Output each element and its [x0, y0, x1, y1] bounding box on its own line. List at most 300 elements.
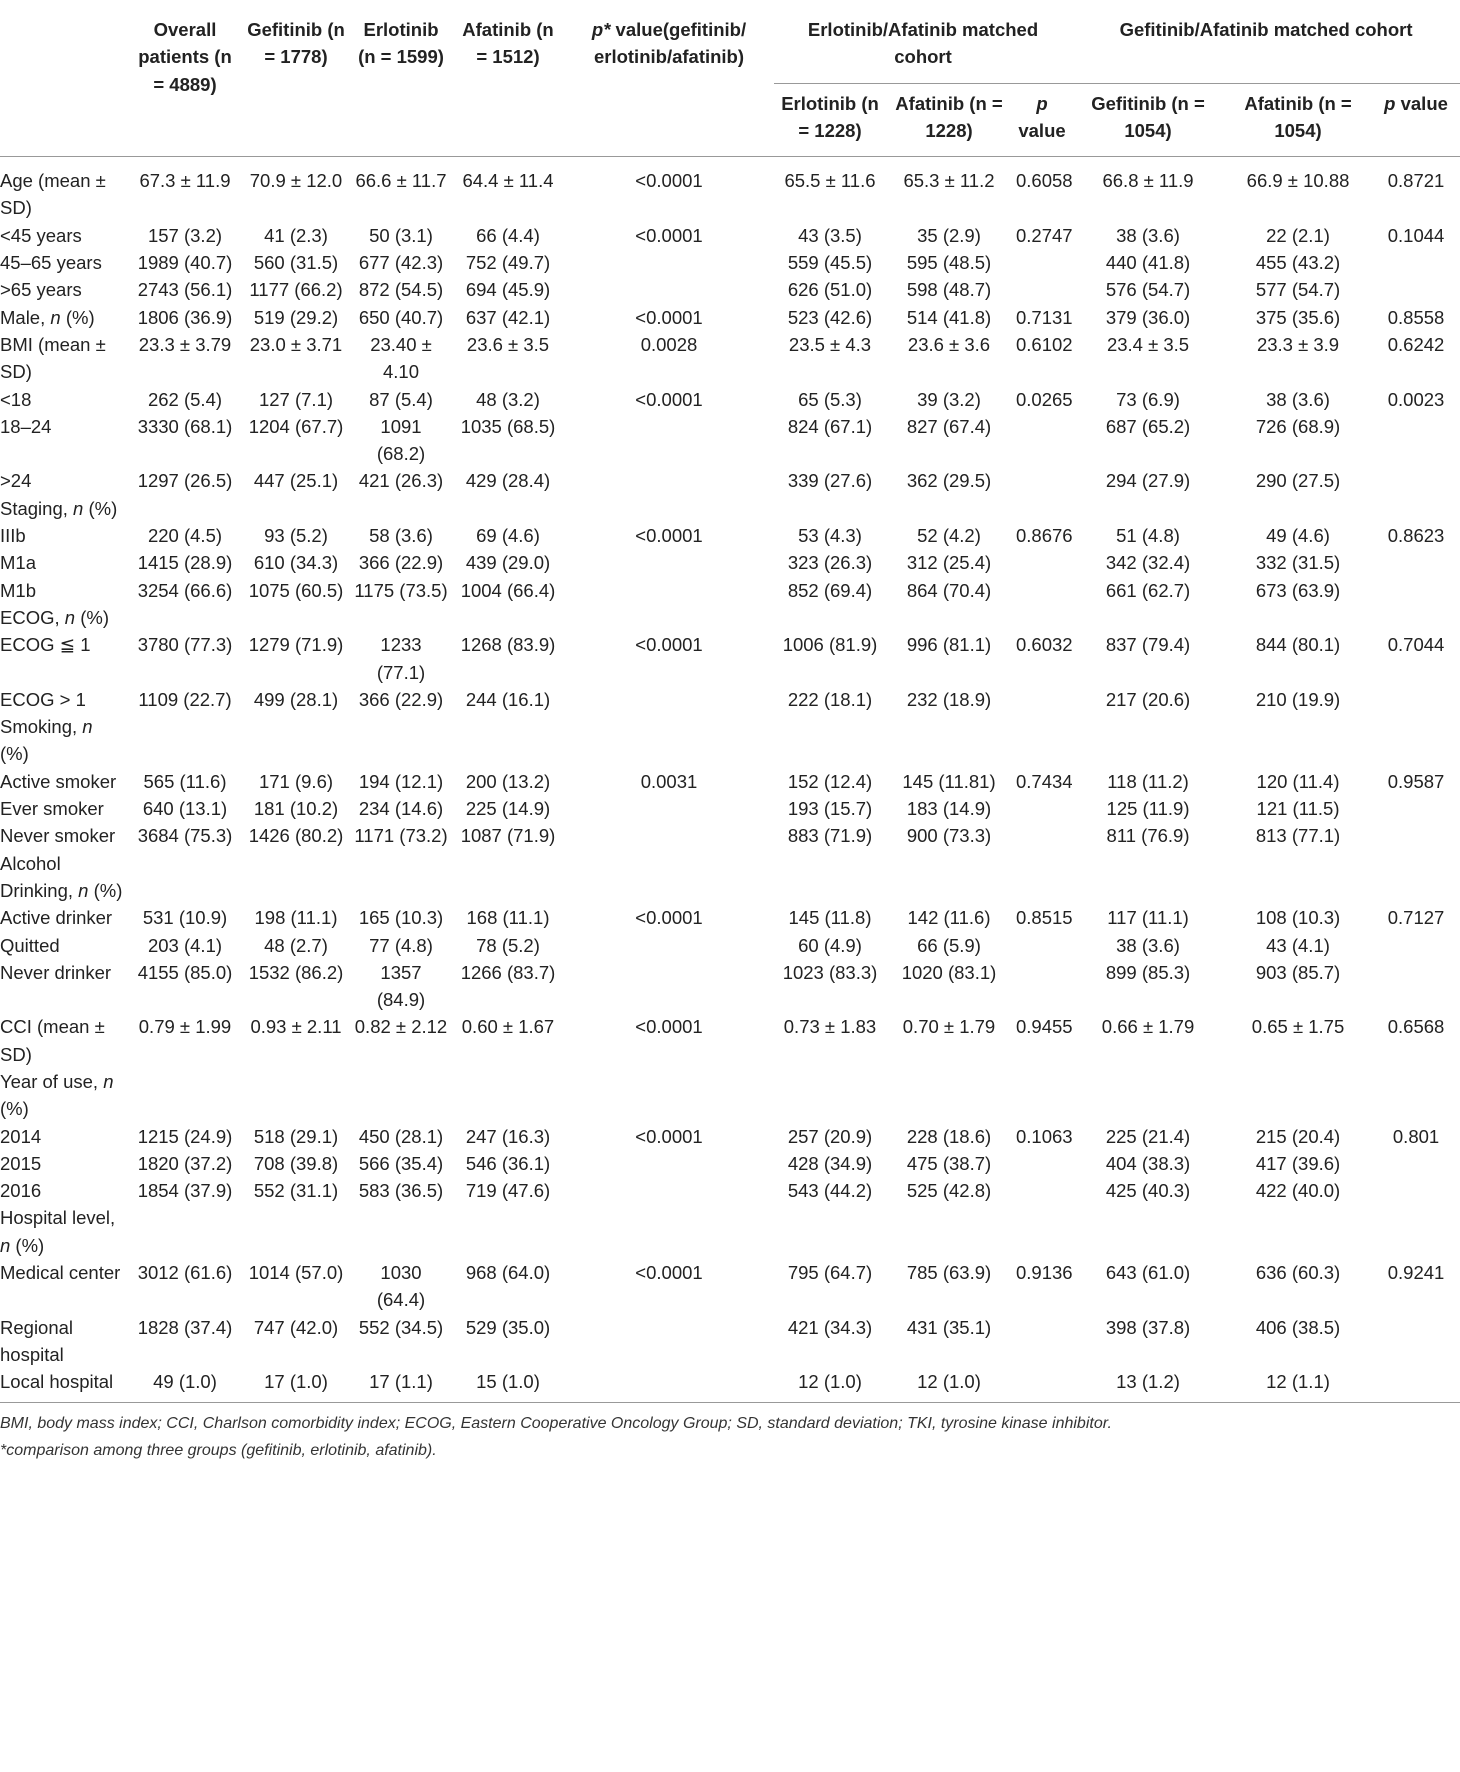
table-cell: [1372, 686, 1460, 713]
table-row: [0, 304, 1460, 331]
table-cell: 404 (38.3): [1105, 1152, 1191, 1174]
table-cell: [1012, 686, 1072, 713]
table-cell: 0.6102: [1016, 333, 1073, 355]
table-cell: 60 (4.9): [798, 934, 862, 956]
table-cell: [1372, 795, 1460, 822]
table-cell: 215 (20.4): [1255, 1125, 1341, 1147]
table-cell: 247 (16.3): [465, 1125, 551, 1147]
table-cell: 1297 (26.5): [137, 470, 233, 492]
table-cell: 559 (45.5): [787, 252, 873, 274]
table-cell: 234 (14.6): [358, 798, 444, 820]
row-label: Never smoker: [0, 825, 116, 847]
table-cell: [774, 1068, 886, 1123]
table-cell: 543 (44.2): [787, 1180, 873, 1202]
table-cell: 824 (67.1): [787, 415, 873, 437]
table-cell: [452, 604, 564, 631]
table-cell: 0.82 ± 2.12: [354, 1016, 448, 1038]
table-cell: 1279 (71.9): [248, 634, 344, 656]
table-cell: [564, 413, 774, 468]
table-row: [0, 1013, 1460, 1068]
table-cell: 22 (2.1): [1266, 224, 1330, 246]
table-cell: 577 (54.7): [1255, 279, 1341, 301]
table-cell: [1012, 1204, 1072, 1259]
table-cell: 1854 (37.9): [137, 1180, 233, 1202]
table-cell: 66.8 ± 11.9: [1102, 170, 1194, 192]
table-cell: 152 (12.4): [787, 770, 873, 792]
table-cell: 38 (3.6): [1116, 934, 1180, 956]
gefitinib-column-header: Gefitinib (n = 1778): [242, 0, 350, 157]
table-cell: 0.0265: [1016, 388, 1073, 410]
table-cell: 13 (1.2): [1116, 1371, 1180, 1393]
table-cell: 785 (63.9): [906, 1262, 992, 1284]
table-cell: [1372, 713, 1460, 768]
table-cell: 0.0023: [1387, 388, 1445, 410]
table-row: [0, 1368, 1460, 1402]
table-row: [0, 467, 1460, 494]
table-cell: <0.0001: [635, 1016, 703, 1038]
table-cell: [128, 1068, 242, 1123]
table-cell: 66 (4.4): [476, 224, 540, 246]
table-cell: 49 (1.0): [153, 1371, 217, 1393]
row-label: Staging, n (%): [0, 497, 118, 519]
table-cell: 525 (42.8): [906, 1180, 992, 1202]
table-cell: [564, 850, 774, 905]
table-cell: 0.6242: [1387, 333, 1445, 355]
table-cell: [452, 713, 564, 768]
table-row: [0, 604, 1460, 631]
table-cell: 1233 (77.1): [376, 634, 426, 683]
table-cell: [1372, 850, 1460, 905]
table-cell: [1372, 1204, 1460, 1259]
table-cell: [1012, 1068, 1072, 1123]
table-row: [0, 495, 1460, 522]
footnote-comparison: *comparison among three groups (gefitinib, erlotinib, afatinib).: [0, 1441, 437, 1459]
table-cell: [350, 1204, 452, 1259]
table-cell: 519 (29.2): [253, 306, 339, 328]
table-cell: 0.8721: [1387, 170, 1445, 192]
table-cell: 626 (51.0): [787, 279, 873, 301]
table-cell: 598 (48.7): [906, 279, 992, 301]
table-cell: [1224, 713, 1372, 768]
table-cell: 1204 (67.7): [248, 415, 344, 437]
row-label: 2015: [0, 1152, 42, 1174]
row-label: CCI (mean ± SD): [0, 1016, 105, 1065]
table-cell: 726 (68.9): [1255, 415, 1341, 437]
table-cell: 0.9455: [1016, 1016, 1073, 1038]
row-label: Quitted: [0, 934, 60, 956]
table-cell: 2743 (56.1): [137, 279, 233, 301]
row-label: Smoking, n (%): [0, 716, 93, 765]
table-cell: 1020 (83.1): [901, 961, 997, 983]
table-cell: 417 (39.6): [1255, 1152, 1341, 1174]
table-cell: 1030 (64.4): [376, 1262, 426, 1311]
table-cell: 294 (27.9): [1105, 470, 1191, 492]
table-cell: 0.9587: [1387, 770, 1445, 792]
table-cell: 171 (9.6): [258, 770, 334, 792]
table-cell: 0.73 ± 1.83: [783, 1016, 877, 1038]
table-cell: 1014 (57.0): [248, 1262, 344, 1284]
table-cell: [1012, 713, 1072, 768]
table-cell: [1372, 249, 1460, 276]
table-cell: 93 (5.2): [264, 525, 328, 547]
table-cell: 220 (4.5): [147, 525, 223, 547]
table-cell: <0.0001: [635, 525, 703, 547]
table-cell: [564, 932, 774, 959]
g2-afatinib-header: Afatinib (n = 1054): [1224, 83, 1372, 157]
table-row: [0, 904, 1460, 931]
table-cell: 813 (77.1): [1255, 825, 1341, 847]
table-cell: 142 (11.6): [907, 907, 991, 929]
table-cell: 518 (29.1): [253, 1125, 339, 1147]
table-cell: 552 (34.5): [358, 1316, 444, 1338]
table-row: [0, 1204, 1460, 1259]
table-row: [0, 850, 1460, 905]
table-cell: 217 (20.6): [1105, 688, 1191, 710]
table-cell: 406 (38.5): [1255, 1316, 1341, 1338]
table-cell: [1372, 1068, 1460, 1123]
table-body: [0, 157, 1460, 1402]
table-cell: 244 (16.1): [465, 688, 551, 710]
table-row: [0, 157, 1460, 222]
table-cell: 899 (85.3): [1105, 961, 1191, 983]
table-cell: [1372, 959, 1460, 1014]
table-cell: [1372, 577, 1460, 604]
table-cell: [1072, 1204, 1224, 1259]
table-cell: 183 (14.9): [906, 798, 992, 820]
table-cell: 23.4 ± 3.5: [1106, 333, 1190, 355]
table-cell: 428 (34.9): [787, 1152, 873, 1174]
row-label: 2016: [0, 1180, 42, 1202]
table-cell: [1372, 549, 1460, 576]
table-cell: [1372, 1368, 1460, 1402]
g1-p-value-header: p value: [1012, 83, 1072, 157]
table-cell: [1012, 932, 1072, 959]
table-cell: <0.0001: [635, 634, 703, 656]
table-cell: 145 (11.8): [788, 907, 872, 929]
table-cell: 447 (25.1): [253, 470, 339, 492]
table-cell: 514 (41.8): [906, 306, 992, 328]
table-cell: 50 (3.1): [369, 224, 433, 246]
table-cell: 0.66 ± 1.79: [1101, 1016, 1195, 1038]
row-label: M1a: [0, 552, 36, 574]
row-label: Hospital level, n (%): [0, 1207, 116, 1256]
table-cell: [242, 1068, 350, 1123]
table-cell: 1075 (60.5): [248, 579, 344, 601]
table-cell: [350, 713, 452, 768]
row-label: Never drinker: [0, 961, 112, 983]
table-cell: 23.6 ± 3.5: [466, 333, 550, 355]
table-cell: 523 (42.6): [787, 306, 873, 328]
table-row: [0, 249, 1460, 276]
row-label: ECOG > 1: [0, 688, 86, 710]
table-cell: [350, 604, 452, 631]
table-cell: 1006 (81.9): [782, 634, 878, 656]
table-row: [0, 795, 1460, 822]
table-cell: 121 (11.5): [1256, 798, 1340, 820]
table-cell: [564, 276, 774, 303]
table-cell: 66.9 ± 10.88: [1246, 170, 1350, 192]
table-cell: 366 (22.9): [358, 552, 444, 574]
table-cell: 0.8676: [1016, 525, 1073, 547]
table-cell: [886, 604, 1012, 631]
table-row: [0, 1123, 1460, 1150]
table-row: [0, 386, 1460, 413]
table-cell: 900 (73.3): [906, 825, 992, 847]
table-cell: 12 (1.1): [1266, 1371, 1330, 1393]
table-cell: <0.0001: [635, 388, 703, 410]
table-cell: [242, 604, 350, 631]
table-cell: 546 (36.1): [465, 1152, 551, 1174]
table-cell: 58 (3.6): [369, 525, 433, 547]
table-cell: [1372, 467, 1460, 494]
row-label: Age (mean ± SD): [0, 170, 106, 219]
table-cell: <0.0001: [635, 306, 703, 328]
table-cell: 339 (27.6): [787, 470, 873, 492]
table-cell: 1820 (37.2): [137, 1152, 233, 1174]
table-cell: [1372, 1177, 1460, 1204]
table-cell: 439 (29.0): [465, 552, 551, 574]
table-row: [0, 577, 1460, 604]
table-cell: 610 (34.3): [253, 552, 339, 574]
table-cell: 852 (69.4): [787, 579, 873, 601]
table-cell: 39 (3.2): [917, 388, 981, 410]
table-cell: 379 (36.0): [1105, 306, 1191, 328]
table-cell: [1012, 549, 1072, 576]
table-cell: [1012, 604, 1072, 631]
table-cell: 323 (26.3): [787, 552, 873, 574]
table-cell: 262 (5.4): [147, 388, 223, 410]
row-label: 18–24: [0, 415, 52, 437]
table-cell: [564, 604, 774, 631]
table-row: [0, 276, 1460, 303]
table-cell: 65.3 ± 11.2: [903, 170, 995, 192]
table-cell: <0.0001: [635, 224, 703, 246]
table-cell: 51 (4.8): [1116, 525, 1180, 547]
table-cell: [1012, 822, 1072, 849]
table-cell: 968 (64.0): [465, 1262, 551, 1284]
table-cell: 687 (65.2): [1105, 415, 1191, 437]
table-cell: 225 (21.4): [1105, 1125, 1191, 1147]
table-cell: 23.3 ± 3.9: [1256, 333, 1340, 355]
table-cell: 864 (70.4): [906, 579, 992, 601]
table-cell: 566 (35.4): [358, 1152, 444, 1174]
table-cell: 203 (4.1): [147, 934, 223, 956]
table-cell: [242, 850, 350, 905]
table-cell: 3012 (61.6): [137, 1262, 233, 1284]
table-cell: 0.8558: [1387, 306, 1445, 328]
table-cell: 23.6 ± 3.6: [907, 333, 991, 355]
table-cell: 531 (10.9): [142, 907, 228, 929]
table-cell: 181 (10.2): [253, 798, 339, 820]
table-cell: [1072, 1068, 1224, 1123]
row-label: >24: [0, 470, 32, 492]
table-cell: 1004 (66.4): [460, 579, 556, 601]
table-cell: 837 (79.4): [1105, 634, 1191, 656]
table-row: [0, 1259, 1460, 1314]
table-cell: 1023 (83.3): [782, 961, 878, 983]
table-cell: [1072, 850, 1224, 905]
table-cell: <0.0001: [635, 907, 703, 929]
table-cell: 827 (67.4): [906, 415, 992, 437]
table-cell: 78 (5.2): [476, 934, 540, 956]
table-row: [0, 522, 1460, 549]
table-cell: 210 (19.9): [1255, 688, 1341, 710]
table-cell: 883 (71.9): [787, 825, 873, 847]
table-cell: 499 (28.1): [253, 688, 339, 710]
table-cell: 1215 (24.9): [137, 1125, 233, 1147]
table-cell: [1072, 604, 1224, 631]
table-cell: [886, 713, 1012, 768]
table-cell: 41 (2.3): [264, 224, 328, 246]
row-label: Year of use, n (%): [0, 1070, 114, 1120]
table-cell: 1266 (83.7): [460, 961, 556, 983]
table-cell: 228 (18.6): [906, 1125, 992, 1147]
table-cell: 0.1063: [1016, 1125, 1073, 1147]
table-cell: 475 (38.7): [906, 1152, 992, 1174]
table-cell: 795 (64.7): [787, 1262, 873, 1284]
table-cell: [1072, 495, 1224, 522]
table-cell: [242, 495, 350, 522]
table-cell: [1224, 850, 1372, 905]
table-cell: 67.3 ± 11.9: [139, 170, 231, 192]
table-cell: 69 (4.6): [476, 525, 540, 547]
table-cell: [1012, 795, 1072, 822]
table-cell: 529 (35.0): [465, 1316, 551, 1338]
table-cell: 17 (1.1): [369, 1371, 433, 1393]
table-cell: 43 (4.1): [1266, 934, 1330, 956]
table-cell: <0.0001: [635, 170, 703, 192]
table-cell: 332 (31.5): [1255, 552, 1341, 574]
table-row: [0, 222, 1460, 249]
table-cell: 48 (3.2): [476, 388, 540, 410]
g2-p-value-header: p value: [1372, 83, 1460, 157]
table-cell: [1372, 276, 1460, 303]
table-cell: 200 (13.2): [465, 770, 551, 792]
row-label: 45–65 years: [0, 252, 102, 274]
table-cell: 1109 (22.7): [138, 688, 232, 710]
table-row: [0, 1314, 1460, 1369]
table-cell: [564, 1368, 774, 1402]
table-cell: [564, 549, 774, 576]
table-cell: [1012, 467, 1072, 494]
table-cell: 996 (81.1): [906, 634, 992, 656]
table-cell: 1828 (37.4): [137, 1316, 233, 1338]
table-cell: <0.0001: [635, 1125, 703, 1147]
label-column-header: [0, 0, 128, 157]
overall-column-header: Overall patients (n = 4889): [128, 0, 242, 157]
g2-gefitinib-header: Gefitinib (n = 1054): [1072, 83, 1224, 157]
afatinib-column-header: Afatinib (n = 1512): [452, 0, 564, 157]
table-cell: [1372, 413, 1460, 468]
table-cell: [128, 1204, 242, 1259]
table-cell: 643 (61.0): [1105, 1262, 1191, 1284]
table-cell: 65.5 ± 11.6: [784, 170, 876, 192]
table-cell: 1806 (36.9): [137, 306, 233, 328]
table-cell: 0.9136: [1016, 1262, 1073, 1284]
table-cell: [564, 713, 774, 768]
table-cell: [452, 850, 564, 905]
table-cell: [886, 1204, 1012, 1259]
table-cell: 0.70 ± 1.79: [902, 1016, 996, 1038]
table-cell: 1177 (66.2): [249, 279, 343, 301]
table-cell: 1035 (68.5): [460, 415, 556, 437]
table-cell: 673 (63.9): [1255, 579, 1341, 601]
table-cell: 552 (31.1): [253, 1180, 339, 1202]
table-cell: 1268 (83.9): [460, 634, 556, 656]
table-cell: [886, 1068, 1012, 1123]
table-cell: 455 (43.2): [1255, 252, 1341, 274]
table-cell: [1012, 1177, 1072, 1204]
table-cell: 43 (3.5): [798, 224, 862, 246]
table-cell: 1415 (28.9): [137, 552, 233, 574]
table-row: [0, 768, 1460, 795]
table-cell: 23.5 ± 4.3: [788, 333, 872, 355]
table-cell: 312 (25.4): [906, 552, 992, 574]
table-cell: 117 (11.1): [1107, 907, 1189, 929]
table-cell: [774, 1204, 886, 1259]
table-cell: 640 (13.1): [142, 798, 228, 820]
table-cell: 17 (1.0): [264, 1371, 328, 1393]
row-label: Regional hospital: [0, 1316, 74, 1365]
table-cell: 157 (3.2): [147, 224, 223, 246]
erlotinib-afatinib-cohort-header: Erlotinib/Afatinib matched cohort: [774, 0, 1072, 83]
table-cell: [452, 1068, 564, 1123]
table-cell: 560 (31.5): [253, 252, 339, 274]
table-cell: 1357 (84.9): [376, 961, 426, 1011]
table-cell: [128, 850, 242, 905]
table-cell: 708 (39.8): [253, 1152, 339, 1174]
table-cell: 0.2747: [1016, 224, 1073, 246]
table-cell: 53 (4.3): [798, 525, 862, 547]
table-cell: 73 (6.9): [1116, 388, 1180, 410]
table-cell: [1012, 577, 1072, 604]
table-cell: 4155 (85.0): [137, 961, 233, 983]
gefitinib-afatinib-cohort-header: Gefitinib/Afatinib matched cohort: [1072, 0, 1460, 83]
row-label: <45 years: [0, 224, 82, 246]
table-cell: 0.7044: [1387, 634, 1445, 656]
table-cell: [564, 1314, 774, 1369]
table-cell: 752 (49.7): [465, 252, 551, 274]
table-cell: 637 (42.1): [465, 306, 551, 328]
table-cell: [774, 713, 886, 768]
row-label: M1b: [0, 579, 36, 601]
table-cell: 362 (29.5): [906, 470, 992, 492]
table-cell: 1171 (73.2): [354, 825, 448, 847]
table-cell: [1012, 413, 1072, 468]
table-row: [0, 822, 1460, 849]
table-cell: 0.7131: [1016, 306, 1073, 328]
table-cell: 38 (3.6): [1266, 388, 1330, 410]
table-cell: [564, 1068, 774, 1123]
table-cell: 0.6058: [1016, 170, 1073, 192]
table-cell: 440 (41.8): [1105, 252, 1191, 274]
table-cell: [1372, 604, 1460, 631]
table-cell: 595 (48.5): [906, 252, 992, 274]
table-cell: 23.0 ± 3.71: [249, 333, 343, 355]
footnote-abbreviations: BMI, body mass index; CCI, Charlson comorbidity index; ECOG, Eastern Cooperative Oncology Group; SD, standard deviation; TKI, tyrosine kinase inhibitor.: [0, 1414, 1112, 1432]
table-cell: 23.40 ± 4.10: [370, 333, 432, 383]
table-cell: [128, 495, 242, 522]
row-label: 2014: [0, 1125, 42, 1147]
table-cell: [452, 1204, 564, 1259]
table-cell: 719 (47.6): [465, 1180, 551, 1202]
table-row: [0, 631, 1460, 686]
table-cell: [1012, 249, 1072, 276]
table-cell: 1532 (86.2): [248, 961, 344, 983]
table-cell: 49 (4.6): [1266, 525, 1330, 547]
table-cell: [1224, 1204, 1372, 1259]
table-cell: 694 (45.9): [465, 279, 551, 301]
